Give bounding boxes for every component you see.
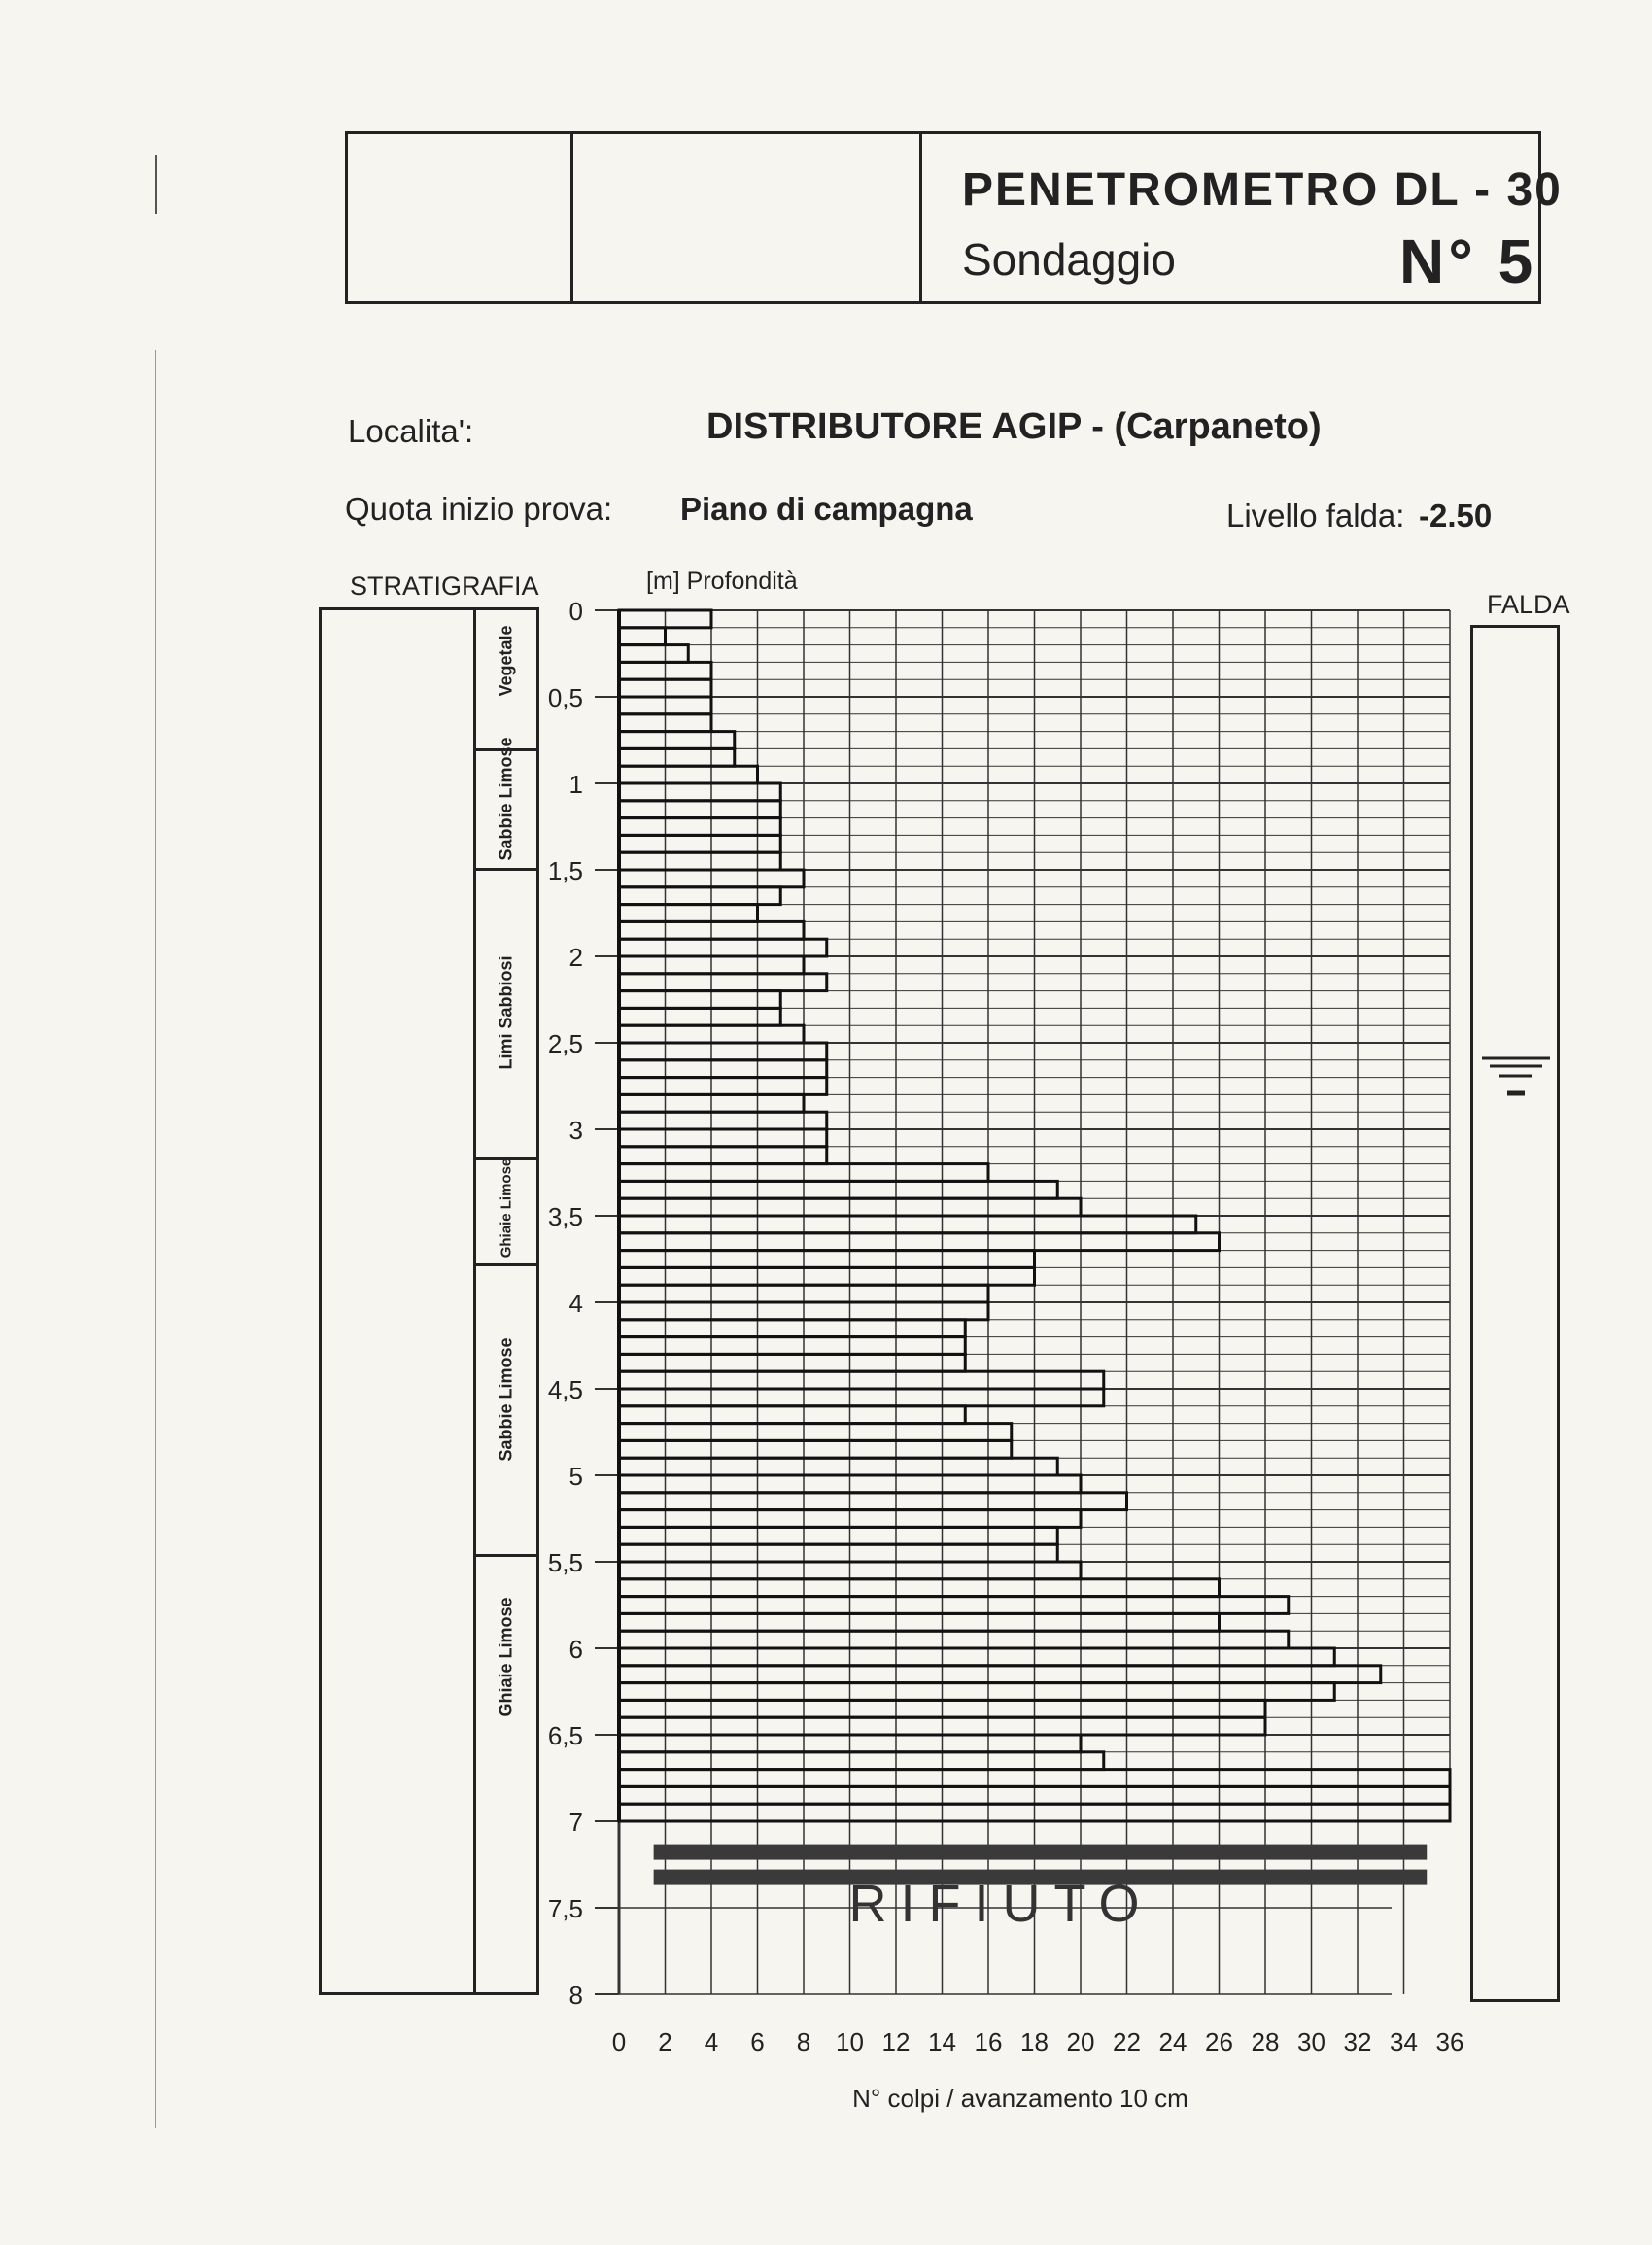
- blow-count-bar: [619, 783, 780, 801]
- blow-count-bar: [619, 801, 780, 818]
- blow-count-bar: [619, 1493, 1127, 1510]
- y-tick-label: 4: [568, 1289, 583, 1318]
- blow-count-bar: [619, 1424, 1012, 1441]
- y-tick-label: 6: [568, 1635, 583, 1664]
- blow-count-bar: [619, 991, 780, 1009]
- blow-count-bar: [619, 1371, 1104, 1389]
- blow-count-bar: [619, 1129, 827, 1147]
- x-tick-label: 20: [1066, 2027, 1095, 2056]
- y-tick-label: 8: [568, 1981, 583, 2010]
- y-tick-label: 7,5: [547, 1894, 583, 1923]
- blow-count-bar: [619, 1648, 1334, 1666]
- water-level-value: -2.50: [1419, 498, 1493, 534]
- layer-label: Sabbie Limose: [496, 737, 516, 861]
- x-tick-label: 18: [1020, 2027, 1049, 2056]
- y-tick-label: 3: [568, 1116, 583, 1145]
- blow-count-bar: [619, 1233, 1220, 1251]
- blow-count-bar: [619, 1060, 827, 1078]
- x-tick-label: 22: [1113, 2027, 1141, 2056]
- y-tick-label: 1,5: [547, 856, 583, 885]
- blow-count-bar: [619, 974, 827, 991]
- y-tick-label: 6,5: [547, 1721, 583, 1750]
- y-tick-label: 0: [568, 597, 583, 626]
- y-tick-label: 5,5: [547, 1548, 583, 1577]
- location-label: Localita':: [348, 413, 474, 449]
- x-tick-label: 32: [1343, 2027, 1372, 2056]
- y-tick-label: 0,5: [547, 683, 583, 712]
- blow-count-bar: [619, 939, 827, 956]
- header-title: PENETROMETRO DL - 30: [962, 164, 1563, 216]
- y-tick-label: 2: [568, 943, 583, 972]
- blow-count-bar: [619, 1320, 965, 1337]
- blow-count-bar: [619, 1752, 1104, 1770]
- layer-label: Sabbie Limose: [496, 1337, 516, 1462]
- blow-count-bar: [619, 1251, 1035, 1268]
- x-tick-label: 36: [1435, 2027, 1464, 2056]
- header-number: N° 5: [1399, 226, 1537, 296]
- blow-count-bar: [619, 1631, 1289, 1648]
- blow-count-bar: [619, 1147, 827, 1164]
- blow-count-bar: [619, 1544, 1057, 1562]
- x-tick-label: 34: [1390, 2027, 1418, 2056]
- x-tick-label: 0: [611, 2027, 627, 2056]
- x-tick-label: 24: [1158, 2027, 1187, 2056]
- layer-label: Limi Sabbiosi: [496, 955, 516, 1070]
- falda-title: FALDA: [1487, 590, 1570, 619]
- blow-count-bar: [619, 1440, 1012, 1458]
- x-tick-label: 4: [704, 2027, 719, 2056]
- layer-label: Ghiaie Limose: [498, 1157, 515, 1259]
- blow-count-bar: [619, 1406, 965, 1424]
- x-tick-label: 12: [881, 2027, 911, 2056]
- water-level-label: Livello falda:: [1226, 498, 1405, 534]
- y-axis-title: [m] Profondità: [646, 568, 798, 595]
- blow-count-bar: [619, 1389, 1104, 1406]
- blow-count-bar: [619, 1613, 1220, 1631]
- blow-count-bar: [619, 1216, 1196, 1233]
- blow-count-bar: [619, 1112, 827, 1129]
- refusal-bar: [654, 1845, 1428, 1860]
- start-label: Quota inizio prova:: [345, 491, 613, 527]
- y-tick-label: 3,5: [547, 1202, 583, 1231]
- blow-count-bar: [619, 905, 758, 922]
- blow-count-bar: [619, 835, 780, 852]
- header-subtitle: Sondaggio: [962, 234, 1176, 285]
- blow-count-bar: [619, 852, 780, 870]
- x-tick-label: 6: [750, 2027, 765, 2056]
- blow-count-bar: [619, 818, 780, 836]
- location-value: DISTRIBUTORE AGIP - (Carpaneto): [706, 406, 1322, 447]
- blow-count-bar: [619, 1597, 1289, 1614]
- y-tick-label: 7: [568, 1808, 583, 1837]
- blow-count-bar: [619, 1008, 780, 1025]
- blow-count-bar: [619, 1181, 1057, 1198]
- x-tick-label: 10: [836, 2027, 864, 2056]
- blow-count-bar: [619, 1043, 827, 1060]
- start-value: Piano di campagna: [680, 491, 973, 527]
- blow-count-bar: [619, 766, 758, 783]
- x-axis-title: N° colpi / avanzamento 10 cm: [852, 2084, 1188, 2113]
- x-tick-label: 28: [1251, 2027, 1280, 2056]
- x-tick-label: 30: [1297, 2027, 1325, 2056]
- layer-label: Vegetale: [496, 625, 516, 697]
- layer-label: Ghiaie Limose: [496, 1597, 516, 1717]
- blow-count-bar: [619, 1683, 1334, 1701]
- y-tick-label: 5: [568, 1462, 583, 1491]
- x-tick-label: 26: [1205, 2027, 1233, 2056]
- stratigraphy-title: STRATIGRAFIA: [350, 571, 539, 601]
- blow-count-bar: [619, 645, 688, 663]
- blow-count-bar: [619, 1666, 1381, 1683]
- blow-count-bar: [619, 1458, 1057, 1475]
- y-tick-label: 4,5: [547, 1375, 583, 1404]
- y-tick-label: 1: [568, 770, 583, 799]
- blow-count-bar: [619, 1078, 827, 1095]
- blow-count-bar: [619, 1579, 1220, 1597]
- blow-count-bar: [619, 1267, 1035, 1285]
- blow-count-bar: [619, 1337, 965, 1355]
- blow-count-bar: [619, 748, 735, 766]
- blow-count-bar: [619, 732, 735, 749]
- x-tick-label: 8: [796, 2027, 811, 2056]
- blow-count-bar: [619, 1527, 1057, 1544]
- blow-count-bar: [619, 1354, 965, 1371]
- y-tick-label: 2,5: [547, 1029, 583, 1058]
- x-tick-label: 14: [928, 2027, 956, 2056]
- blow-count-bar: [619, 887, 780, 905]
- blow-count-bar: [619, 628, 666, 645]
- x-tick-label: 16: [974, 2027, 1003, 2056]
- x-tick-label: 2: [658, 2027, 672, 2056]
- refusal-label: RIFIUTO: [848, 1874, 1153, 1933]
